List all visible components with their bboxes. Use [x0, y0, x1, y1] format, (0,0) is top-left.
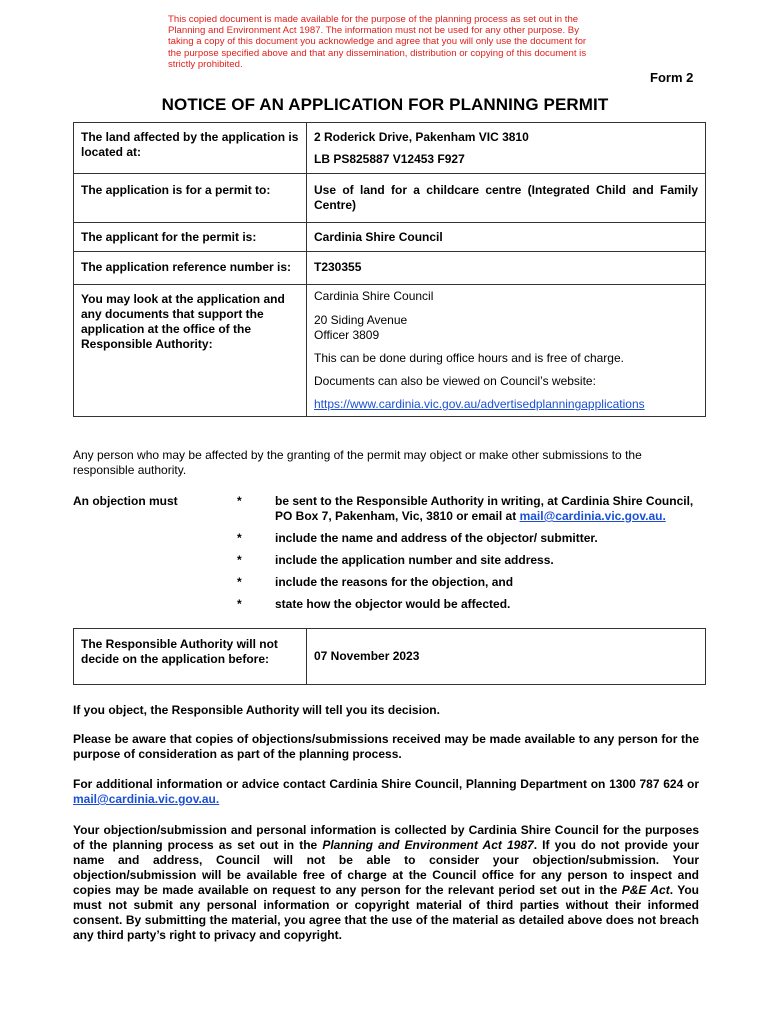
if-object-notice: If you object, the Responsible Authority will tell you its decision. [73, 703, 440, 717]
list-item [237, 597, 707, 612]
office-name: Cardinia Shire Council [314, 289, 434, 303]
contact-text: For additional information or advice contact Cardinia Shire Council, Planning Department on 1300 787 624 or [73, 777, 699, 791]
objection-requirements-list [237, 494, 707, 619]
act-name: Planning and Environment Act 1987 [322, 838, 534, 852]
office-street: 20 Siding Avenue [314, 313, 408, 327]
contact-notice [73, 777, 699, 807]
bullet-star: * [237, 531, 242, 545]
application-details-table [73, 122, 706, 417]
applicant-label: The applicant for the permit is: [74, 223, 307, 252]
decision-date-table [73, 628, 706, 685]
land-label: The land affected by the application is located at: [74, 123, 307, 174]
requirement-text: be sent to the Responsible Authority in writing, at Cardinia Shire Council, PO Box 7, Pakenham, Vic, 3810 or email at [275, 494, 694, 523]
objection-intro: Any person who may be affected by the granting of the permit may object or make other submissions to the responsible authority. [73, 448, 642, 477]
website-link-wrap [314, 397, 698, 412]
privacy-text: Your objection/submission and personal information is collected by Cardinia Shire Council for the purposes of the planning process as set out in the [73, 823, 699, 852]
reference-label: The application reference number is: [74, 252, 307, 285]
act-short-name: P&E Act [621, 883, 670, 897]
reference-value: T230355 [307, 252, 706, 285]
applicant-row [74, 223, 706, 252]
office-hours-note: This can be done during office hours and is free of charge. [314, 351, 624, 365]
land-value [307, 123, 706, 174]
bullet-star: * [237, 553, 242, 567]
list-item [237, 575, 707, 590]
bullet-star: * [237, 575, 242, 589]
requirement-text: include the application number and site address. [275, 553, 554, 567]
purpose-value: Use of land for a childcare centre (Integrated Child and Family Centre) [307, 174, 706, 223]
privacy-text: . If you do not provide your name and address, Council will not be able to consider your objection/submission. Your objection/submission will be available free of charge at the Council office for any person to inspect and copies may be made available on request to any person for the relevant period set out in the [73, 838, 699, 897]
bullet-star: * [237, 494, 242, 508]
decision-label: The Responsible Authority will not decide on the application before: [74, 629, 307, 685]
requirement-text: state how the objector would be affected. [275, 597, 511, 611]
applicant-value: Cardinia Shire Council [307, 223, 706, 252]
reference-row [74, 252, 706, 285]
land-address: 2 Roderick Drive, Pakenham VIC 3810 [314, 130, 529, 144]
email-link[interactable]: mail@cardinia.vic.gov.au. [519, 509, 666, 523]
privacy-text: . You must not submit any personal information or copyright material of third parties without their informed consent. By submitting the material, you agree that the use of the material as detailed above does not breach any third party’s right to privacy and copyright. [73, 883, 699, 942]
requirement-text: include the name and address of the objector/ submitter. [275, 531, 598, 545]
view-label: You may look at the application and any documents that support the application at the office of the Responsible Authority: [74, 285, 307, 417]
requirement-text: include the reasons for the objection, and [275, 575, 514, 589]
list-item [237, 494, 707, 524]
office-suburb: Officer 3809 [314, 328, 380, 342]
website-note: Documents can also be viewed on Council’s website: [314, 374, 596, 388]
website-link[interactable]: https://www.cardinia.vic.gov.au/advertisedplanningapplications [314, 397, 645, 411]
view-value [307, 285, 706, 417]
list-item [237, 553, 707, 568]
copies-notice: Please be aware that copies of objections/submissions received may be made available to any person for the purpose of consideration as part of the planning process. [73, 732, 699, 761]
copy-disclaimer: This copied document is made available for the purpose of the planning process as set out in the Planning and Environment Act 1987. The information must not be used for any other purpose. By taking a copy of this document you acknowledge and agree that you will only use the document for the purpose specified above and that any dissemination, distribution or copying of this document is strictly prohibited. [168, 14, 587, 70]
land-lot: LB PS825887 V12453 F927 [314, 152, 465, 166]
land-row [74, 123, 706, 174]
purpose-row [74, 174, 706, 223]
list-item [237, 531, 707, 546]
objection-label: An objection must [73, 494, 178, 508]
decision-date: 07 November 2023 [307, 629, 706, 685]
form-number: Form 2 [650, 70, 694, 85]
contact-email-link[interactable]: mail@cardinia.vic.gov.au. [73, 792, 220, 806]
privacy-notice [73, 823, 699, 943]
page-title: NOTICE OF AN APPLICATION FOR PLANNING PERMIT [161, 95, 609, 114]
view-row [74, 285, 706, 417]
purpose-label: The application is for a permit to: [74, 174, 307, 223]
bullet-star: * [237, 597, 242, 611]
